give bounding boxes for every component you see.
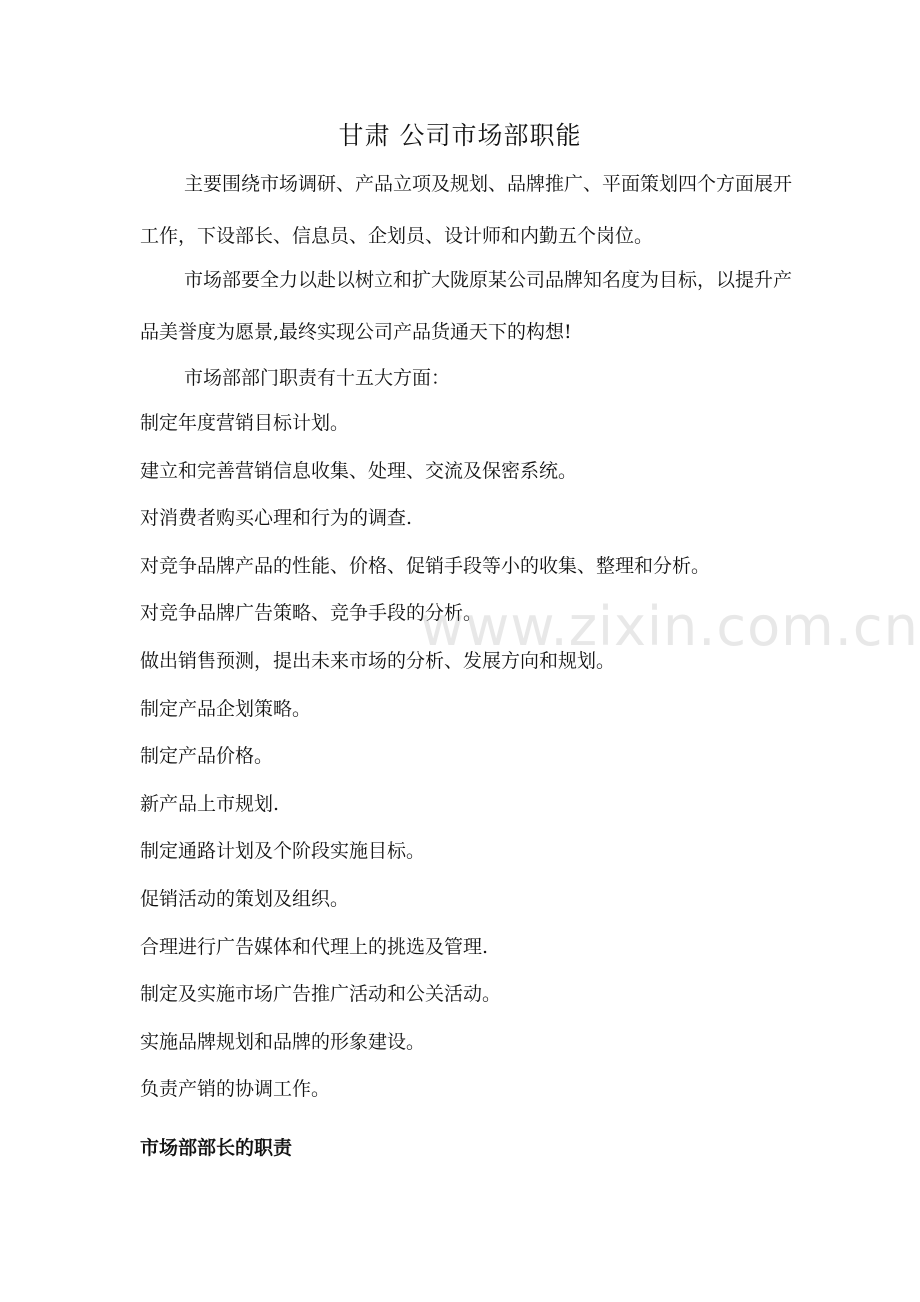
duty-item: 合理进行广告媒体和代理上的挑选及管理.	[140, 935, 489, 958]
duty-item: 建立和完善营销信息收集、处理、交流及保密系统。	[140, 459, 578, 482]
duty-item: 促销活动的策划及组织。	[140, 887, 350, 910]
section-heading: 市场部部长的职责	[140, 1137, 293, 1159]
intro-paragraph	[140, 352, 800, 404]
duty-item: 实施品牌规划和品牌的形象建设。	[140, 1030, 426, 1053]
duty-item: 对竞争品牌产品的性能、价格、促销手段等小的收集、整理和分析。	[140, 554, 711, 577]
duty-item: 负责产销的协调工作。	[140, 1078, 331, 1101]
duty-item: 对消费者购买心理和行为的调查.	[140, 507, 413, 530]
duty-item: 对竞争品牌广告策略、竞争手段的分析。	[140, 602, 483, 625]
intro-text: 市场部要全力以赴以树立和扩大陇原某公司品牌知名度为目标，以提升产品美誉度为愿景,最终实现公司产品货通天下的构想!	[140, 269, 793, 343]
watermark-text: www.zixin.com.cn	[420, 595, 919, 658]
intro-paragraph	[140, 254, 800, 358]
duty-item: 制定通路计划及个阶段实施目标。	[140, 840, 426, 863]
document-title: 甘肃 公司市场部职能	[338, 121, 582, 150]
duty-item: 制定产品企划策略。	[140, 697, 312, 720]
duty-item: 制定产品价格。	[140, 745, 274, 768]
intro-paragraph	[140, 158, 800, 262]
duty-item: 制定年度营销目标计划。	[140, 412, 350, 434]
intro-text: 市场部部门职责有十五大方面：	[184, 367, 451, 389]
intro-text: 主要围绕市场调研、产品立项及规划、品牌推广、平面策划四个方面展开工作，下设部长、信息员、企划员、设计师和内勤五个岗位。	[140, 173, 793, 247]
duty-item: 做出销售预测，提出未来市场的分析、发展方向和规划。	[140, 649, 616, 672]
duty-item: 新产品上市规划.	[140, 792, 280, 815]
duty-item: 制定及实施市场广告推广活动和公关活动。	[140, 983, 502, 1006]
duties-list	[140, 400, 840, 1114]
